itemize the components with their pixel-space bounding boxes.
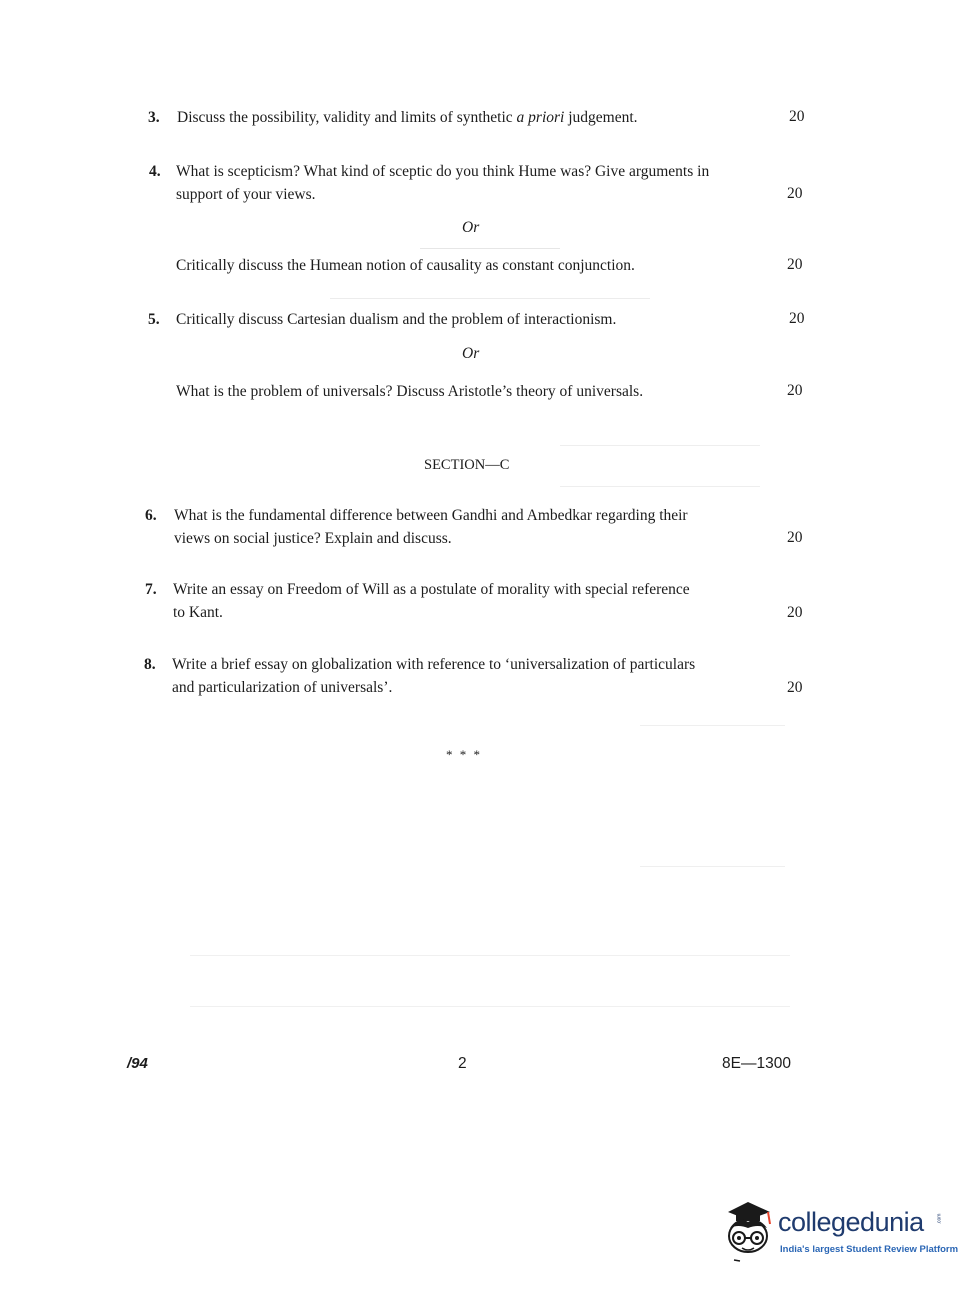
marks-q4-alt: 20 (787, 256, 803, 273)
marks-q5: 20 (789, 310, 805, 327)
marks-q7: 20 (787, 604, 803, 621)
footer-code: 8E—1300 (722, 1055, 791, 1072)
question-text-line1: What is scepticism? What kind of sceptic do you think Hume was? Give arguments in (176, 163, 710, 180)
or-q5: Or (462, 345, 480, 362)
exam-page: 3. Discuss the possibility, validity and limits of synthetic a priori judgement. 20 4. What is scepticism? What kind of sceptic do you think Hume was? Give arguments in support of your views. 20 Or Critically discuss the Humean notion of causality as constant conjunction. 20 5. Critically discuss Cartesian dualism and the problem of interactionism. 20 Or What is the problem of universals? Discuss Aristotle’s theory of universals. 20 SECTION—C 6. What is the fundamental difference between Gandhi and Ambedkar regarding their views on social justice? Explain and discuss. 20 7. Write an essay on Freedom of Will as a postulate of morality with special reference to Kant. 20 8. Write a brief essay on globalization with reference to ‘universalization of particulars and particularization of universals’. 20 * * * /94 2 8E—1300 collegedunia .com India's largest Student Review Platform (0, 0, 977, 1303)
question-text-line2: and particularization of universals’. (172, 679, 393, 696)
marks-q5-alt: 20 (787, 382, 803, 399)
question-number: 4. (149, 163, 161, 180)
question-text-line2: views on social justice? Explain and discuss. (174, 530, 452, 547)
question-text: Discuss the possibility, validity and limits of synthetic a priori judgement. (177, 109, 638, 126)
question-text-line2: support of your views. (176, 186, 316, 203)
section-heading: SECTION—C (424, 457, 510, 473)
marks-q3: 20 (789, 108, 805, 125)
brand-tagline: India's largest Student Review Platform (780, 1244, 959, 1255)
end-of-paper-marker: * * * (446, 747, 482, 762)
marks-q4: 20 (787, 185, 803, 202)
question-number: 6. (145, 507, 157, 524)
question-number: 7. (145, 581, 157, 598)
mascot-icon (720, 1198, 776, 1268)
question-number: 3. (148, 109, 160, 126)
footer-left: /94 (127, 1055, 148, 1072)
question-text: Critically discuss Cartesian dualism and the problem of interactionism. (176, 311, 617, 328)
question-number: 5. (148, 311, 160, 328)
collegedunia-logo[interactable] (720, 1198, 960, 1268)
brand-name: collegedunia (778, 1207, 924, 1237)
question-text-line2: to Kant. (173, 604, 223, 621)
question-text-line1: Write an essay on Freedom of Will as a postulate of morality with special reference (173, 581, 690, 598)
question-text-line1: What is the fundamental difference between Gandhi and Ambedkar regarding their (174, 507, 688, 524)
brand-dotcom: .com (936, 1213, 943, 1225)
question-text-line1: Write a brief essay on globalization with reference to ‘universalization of particulars (172, 656, 696, 673)
question-number: 8. (144, 656, 156, 673)
page-number: 2 (458, 1055, 467, 1072)
or-q4: Or (462, 219, 480, 236)
marks-q8: 20 (787, 679, 803, 696)
marks-q6: 20 (787, 529, 803, 546)
